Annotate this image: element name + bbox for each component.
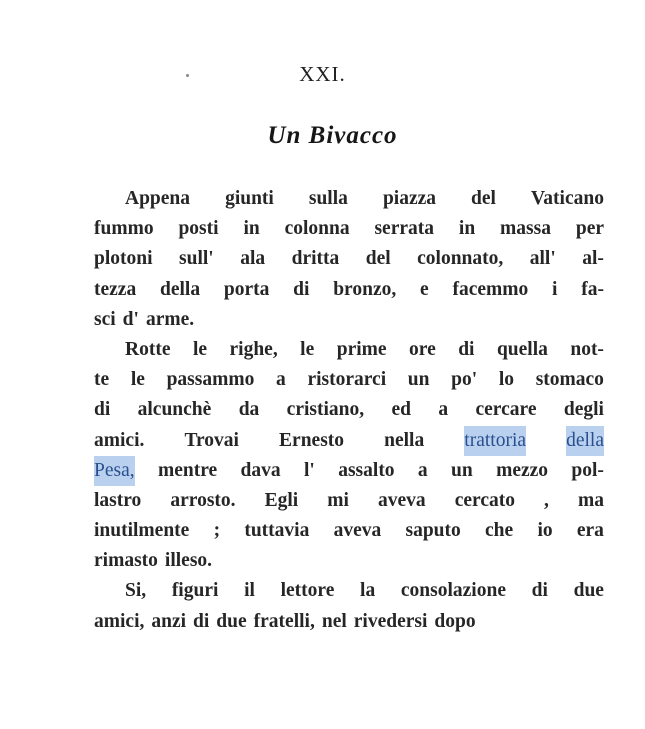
word: dava xyxy=(240,459,281,481)
text-line xyxy=(94,395,604,425)
word: un xyxy=(451,459,473,481)
word: del xyxy=(471,188,496,209)
word: in xyxy=(458,218,476,240)
word: due xyxy=(216,610,247,632)
word: dopo xyxy=(434,610,476,632)
word: prime xyxy=(336,338,387,360)
word: le xyxy=(130,369,145,391)
word: nella xyxy=(384,429,425,451)
word: pol- xyxy=(571,459,604,481)
text-line xyxy=(94,456,604,486)
word: il xyxy=(244,580,255,602)
word: tezza xyxy=(94,278,137,300)
word: cercato xyxy=(454,489,515,511)
word: che xyxy=(485,520,514,542)
text-line xyxy=(94,576,604,606)
word: a xyxy=(438,399,449,421)
word: Rotte xyxy=(125,338,171,360)
word: rivedersi xyxy=(353,610,428,632)
word: ed xyxy=(391,399,411,421)
highlighted-word: della xyxy=(566,426,604,456)
word: nel xyxy=(321,610,347,632)
word: po' xyxy=(451,369,478,391)
word: aveva xyxy=(378,489,426,511)
word: Appena xyxy=(125,188,191,209)
word: arrosto. xyxy=(170,489,236,511)
word: di xyxy=(193,610,210,632)
word: io xyxy=(537,520,553,542)
word: mezzo xyxy=(496,459,549,481)
word: Vaticano xyxy=(531,188,604,209)
word: sull' xyxy=(179,248,214,270)
word: bronzo, xyxy=(333,278,397,300)
word: passammo xyxy=(166,369,255,391)
highlighted-word: Pesa, xyxy=(94,456,135,486)
text-line xyxy=(94,546,604,576)
word: figuri xyxy=(171,580,219,602)
word: Trovai xyxy=(184,429,239,451)
word: saputo xyxy=(405,520,461,542)
word: a xyxy=(417,459,428,481)
text-line xyxy=(94,184,604,214)
word: al- xyxy=(582,248,604,270)
word: assalto xyxy=(338,459,395,481)
word: mi xyxy=(327,489,349,511)
word: fratelli, xyxy=(253,610,315,632)
chapter-number: XXI. xyxy=(299,62,346,86)
word: lo xyxy=(498,369,515,391)
text-line xyxy=(94,426,604,456)
word: anzi xyxy=(151,610,187,632)
word: , xyxy=(544,489,549,511)
word: righe, xyxy=(229,338,278,360)
text-line xyxy=(94,607,604,637)
word: sulla xyxy=(308,188,348,209)
word: colonna xyxy=(284,218,350,240)
word: tuttavia xyxy=(244,520,310,542)
text-line xyxy=(94,365,604,395)
chapter-body-text[interactable] xyxy=(94,184,604,637)
word: ore xyxy=(409,338,436,360)
word: d' xyxy=(122,308,139,330)
word: mentre xyxy=(157,459,218,481)
word: degli xyxy=(563,399,604,421)
word: due xyxy=(573,580,604,602)
word: porta xyxy=(223,278,270,300)
text-line xyxy=(94,244,604,274)
word: Si, xyxy=(125,580,147,602)
word: di xyxy=(293,278,310,300)
word: ala xyxy=(240,248,266,270)
word: fummo xyxy=(94,218,154,240)
word: era xyxy=(576,520,604,542)
word: a xyxy=(276,369,286,391)
word: ; xyxy=(213,520,221,542)
word: di xyxy=(531,580,548,602)
word: la xyxy=(360,580,376,602)
word: i xyxy=(552,278,558,300)
word: dritta xyxy=(291,248,340,270)
text-line xyxy=(94,275,604,305)
text-line xyxy=(94,516,604,546)
word: ristorarci xyxy=(307,369,387,391)
word: le xyxy=(300,338,315,360)
word: aveva xyxy=(333,520,382,542)
word: posti xyxy=(178,218,219,240)
word: stomaco xyxy=(535,369,604,391)
word: amici, xyxy=(94,610,145,632)
word: colonnato, xyxy=(417,248,504,270)
word: sci xyxy=(94,308,116,330)
word: plotoni xyxy=(94,248,153,270)
text-line xyxy=(94,305,604,335)
word: le xyxy=(192,338,208,360)
word: Ernesto xyxy=(279,429,345,451)
word: da xyxy=(238,399,260,421)
word: della xyxy=(160,278,201,300)
word: cristiano, xyxy=(286,399,365,421)
highlighted-word: trattoria xyxy=(464,426,526,456)
word: facemmo xyxy=(452,278,529,300)
word: cercare xyxy=(475,399,537,421)
text-line xyxy=(94,214,604,244)
word: lettore xyxy=(280,580,335,602)
word: illeso. xyxy=(164,550,213,572)
word: ma xyxy=(577,489,604,511)
word: di xyxy=(94,399,111,421)
word: amici. xyxy=(94,429,145,451)
word: serrata xyxy=(374,218,435,240)
word: rimasto xyxy=(94,550,158,572)
word: not- xyxy=(570,338,604,360)
word: alcunchè xyxy=(137,399,212,421)
word: l' xyxy=(304,459,315,481)
word: consolazione xyxy=(400,580,506,602)
word: piazza xyxy=(382,188,437,209)
word: del xyxy=(365,248,391,270)
word: e xyxy=(420,278,429,300)
word: arme. xyxy=(145,308,195,330)
text-line xyxy=(94,486,604,516)
word: fa- xyxy=(581,278,604,300)
word: massa xyxy=(500,218,551,240)
chapter-title: Un Bivacco xyxy=(267,122,398,149)
word: te xyxy=(94,369,110,391)
word: inutilmente xyxy=(94,520,190,542)
word: Egli xyxy=(264,489,299,511)
word: un xyxy=(407,369,430,391)
text-line xyxy=(94,335,604,365)
word: per xyxy=(575,218,604,240)
word: in xyxy=(243,218,260,240)
word: lastro xyxy=(94,489,142,511)
word: quella xyxy=(496,338,548,360)
word: di xyxy=(458,338,475,360)
word: giunti xyxy=(225,188,274,209)
word: all' xyxy=(529,248,556,270)
